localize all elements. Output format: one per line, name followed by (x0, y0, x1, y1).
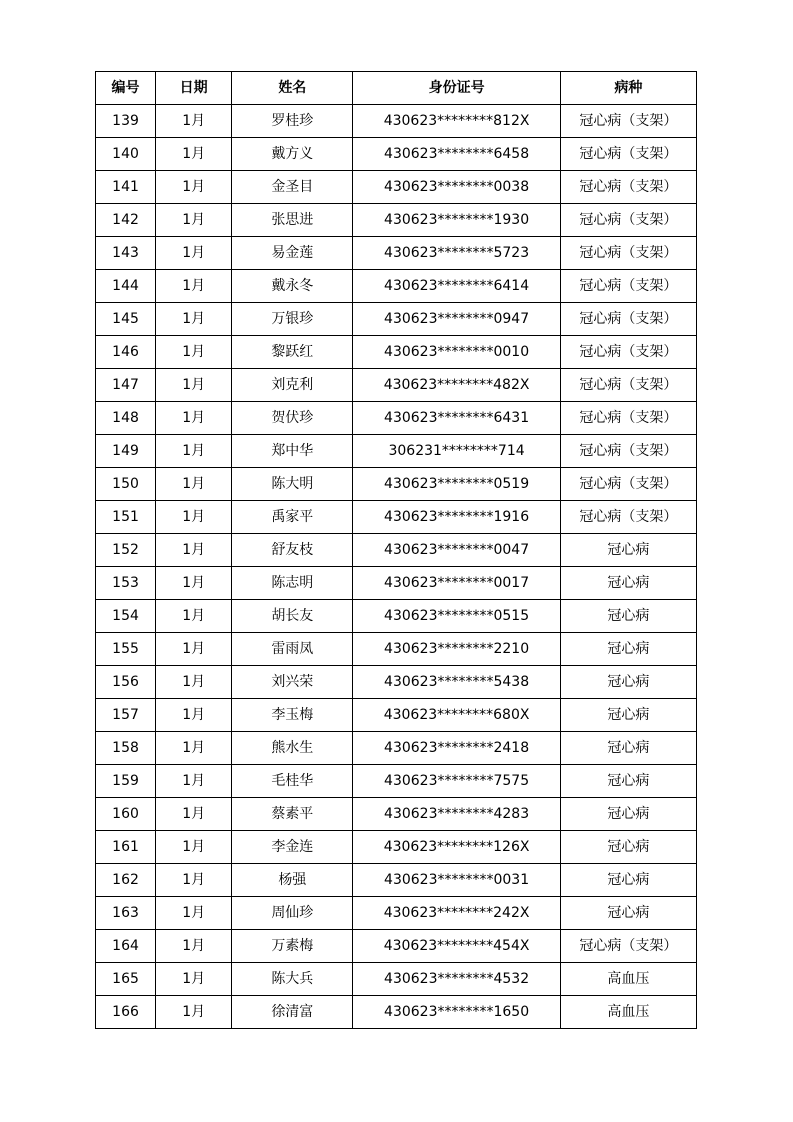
cell-number: 153 (96, 567, 156, 600)
header-disease: 病种 (560, 72, 696, 105)
cell-number: 147 (96, 369, 156, 402)
table-row (96, 468, 697, 501)
cell-date: 1月 (156, 402, 232, 435)
cell-id-number: 430623********2210 (353, 633, 560, 666)
cell-date: 1月 (156, 435, 232, 468)
cell-number: 161 (96, 831, 156, 864)
cell-id-number: 430623********0047 (353, 534, 560, 567)
table-row (96, 633, 697, 666)
table-row (96, 765, 697, 798)
table-row (96, 567, 697, 600)
cell-number: 152 (96, 534, 156, 567)
cell-id-number: 306231********714 (353, 435, 560, 468)
cell-name: 易金莲 (232, 237, 353, 270)
cell-name: 禹家平 (232, 501, 353, 534)
cell-disease: 高血压 (560, 996, 696, 1029)
cell-name: 舒友枝 (232, 534, 353, 567)
cell-name: 徐清富 (232, 996, 353, 1029)
cell-disease: 冠心病（支架） (560, 105, 696, 138)
cell-number: 146 (96, 336, 156, 369)
cell-id-number: 430623********812X (353, 105, 560, 138)
cell-number: 140 (96, 138, 156, 171)
cell-date: 1月 (156, 105, 232, 138)
patient-records-table (95, 71, 697, 1029)
header-name: 姓名 (232, 72, 353, 105)
cell-date: 1月 (156, 501, 232, 534)
cell-disease: 冠心病（支架） (560, 270, 696, 303)
table-row (96, 270, 697, 303)
table-row (96, 138, 697, 171)
cell-number: 149 (96, 435, 156, 468)
cell-disease: 冠心病（支架） (560, 369, 696, 402)
cell-number: 163 (96, 897, 156, 930)
cell-date: 1月 (156, 765, 232, 798)
header-row (96, 72, 697, 105)
cell-date: 1月 (156, 534, 232, 567)
cell-date: 1月 (156, 237, 232, 270)
cell-disease: 冠心病（支架） (560, 336, 696, 369)
table-row (96, 996, 697, 1029)
cell-name: 刘兴荣 (232, 666, 353, 699)
cell-name: 李玉梅 (232, 699, 353, 732)
cell-date: 1月 (156, 336, 232, 369)
cell-number: 165 (96, 963, 156, 996)
header-date: 日期 (156, 72, 232, 105)
cell-disease: 冠心病 (560, 600, 696, 633)
cell-date: 1月 (156, 270, 232, 303)
cell-date: 1月 (156, 204, 232, 237)
cell-number: 157 (96, 699, 156, 732)
cell-date: 1月 (156, 369, 232, 402)
cell-date: 1月 (156, 171, 232, 204)
cell-disease: 冠心病 (560, 633, 696, 666)
cell-name: 胡长友 (232, 600, 353, 633)
table-row (96, 501, 697, 534)
cell-disease: 冠心病（支架） (560, 402, 696, 435)
cell-disease: 冠心病 (560, 864, 696, 897)
table-row (96, 864, 697, 897)
cell-id-number: 430623********482X (353, 369, 560, 402)
cell-disease: 冠心病 (560, 765, 696, 798)
cell-number: 164 (96, 930, 156, 963)
cell-id-number: 430623********5438 (353, 666, 560, 699)
cell-name: 陈志明 (232, 567, 353, 600)
table-row (96, 105, 697, 138)
cell-number: 139 (96, 105, 156, 138)
cell-disease: 冠心病 (560, 699, 696, 732)
table-row (96, 171, 697, 204)
table-row (96, 336, 697, 369)
cell-disease: 冠心病（支架） (560, 303, 696, 336)
cell-name: 金圣目 (232, 171, 353, 204)
table-row (96, 237, 697, 270)
table-row (96, 402, 697, 435)
cell-id-number: 430623********5723 (353, 237, 560, 270)
cell-disease: 高血压 (560, 963, 696, 996)
table-row (96, 699, 697, 732)
cell-id-number: 430623********1916 (353, 501, 560, 534)
cell-disease: 冠心病（支架） (560, 468, 696, 501)
table-row (96, 303, 697, 336)
cell-name: 雷雨凤 (232, 633, 353, 666)
cell-number: 160 (96, 798, 156, 831)
cell-name: 戴永冬 (232, 270, 353, 303)
cell-name: 万银珍 (232, 303, 353, 336)
cell-name: 贺伏珍 (232, 402, 353, 435)
table-row (96, 534, 697, 567)
cell-id-number: 430623********7575 (353, 765, 560, 798)
cell-date: 1月 (156, 699, 232, 732)
cell-number: 150 (96, 468, 156, 501)
table-body (96, 105, 697, 1029)
table-row (96, 600, 697, 633)
cell-disease: 冠心病 (560, 831, 696, 864)
cell-name: 蔡素平 (232, 798, 353, 831)
cell-disease: 冠心病（支架） (560, 237, 696, 270)
cell-id-number: 430623********1650 (353, 996, 560, 1029)
cell-id-number: 430623********0038 (353, 171, 560, 204)
cell-name: 戴方义 (232, 138, 353, 171)
cell-name: 陈大明 (232, 468, 353, 501)
cell-disease: 冠心病（支架） (560, 171, 696, 204)
cell-number: 143 (96, 237, 156, 270)
cell-id-number: 430623********126X (353, 831, 560, 864)
cell-id-number: 430623********0031 (353, 864, 560, 897)
table-row (96, 732, 697, 765)
cell-name: 周仙珍 (232, 897, 353, 930)
table-row (96, 666, 697, 699)
cell-name: 郑中华 (232, 435, 353, 468)
cell-date: 1月 (156, 666, 232, 699)
table-row (96, 369, 697, 402)
cell-id-number: 430623********0010 (353, 336, 560, 369)
cell-name: 罗桂珍 (232, 105, 353, 138)
table-row (96, 930, 697, 963)
cell-id-number: 430623********680X (353, 699, 560, 732)
cell-id-number: 430623********0947 (353, 303, 560, 336)
cell-number: 142 (96, 204, 156, 237)
cell-id-number: 430623********1930 (353, 204, 560, 237)
cell-date: 1月 (156, 138, 232, 171)
cell-disease: 冠心病 (560, 666, 696, 699)
cell-number: 158 (96, 732, 156, 765)
cell-disease: 冠心病（支架） (560, 204, 696, 237)
cell-id-number: 430623********0519 (353, 468, 560, 501)
cell-number: 156 (96, 666, 156, 699)
cell-number: 145 (96, 303, 156, 336)
table-header (96, 72, 697, 105)
cell-disease: 冠心病（支架） (560, 138, 696, 171)
cell-number: 162 (96, 864, 156, 897)
cell-name: 熊水生 (232, 732, 353, 765)
cell-number: 141 (96, 171, 156, 204)
cell-name: 陈大兵 (232, 963, 353, 996)
table-row (96, 963, 697, 996)
table-row (96, 798, 697, 831)
cell-disease: 冠心病 (560, 732, 696, 765)
cell-disease: 冠心病 (560, 798, 696, 831)
cell-name: 李金连 (232, 831, 353, 864)
cell-number: 144 (96, 270, 156, 303)
cell-date: 1月 (156, 996, 232, 1029)
cell-name: 毛桂华 (232, 765, 353, 798)
table-row (96, 831, 697, 864)
cell-id-number: 430623********0515 (353, 600, 560, 633)
cell-number: 151 (96, 501, 156, 534)
cell-id-number: 430623********4532 (353, 963, 560, 996)
cell-number: 154 (96, 600, 156, 633)
cell-date: 1月 (156, 633, 232, 666)
cell-name: 万素梅 (232, 930, 353, 963)
cell-number: 155 (96, 633, 156, 666)
cell-id-number: 430623********2418 (353, 732, 560, 765)
cell-date: 1月 (156, 732, 232, 765)
header-id-number: 身份证号 (353, 72, 560, 105)
cell-id-number: 430623********454X (353, 930, 560, 963)
cell-id-number: 430623********6458 (353, 138, 560, 171)
cell-disease: 冠心病（支架） (560, 501, 696, 534)
cell-number: 166 (96, 996, 156, 1029)
header-number: 编号 (96, 72, 156, 105)
cell-id-number: 430623********6414 (353, 270, 560, 303)
cell-number: 159 (96, 765, 156, 798)
table-row (96, 435, 697, 468)
cell-name: 杨强 (232, 864, 353, 897)
cell-date: 1月 (156, 930, 232, 963)
cell-number: 148 (96, 402, 156, 435)
cell-disease: 冠心病 (560, 567, 696, 600)
cell-date: 1月 (156, 798, 232, 831)
cell-disease: 冠心病（支架） (560, 930, 696, 963)
table-row (96, 204, 697, 237)
cell-id-number: 430623********6431 (353, 402, 560, 435)
cell-id-number: 430623********4283 (353, 798, 560, 831)
cell-date: 1月 (156, 468, 232, 501)
cell-date: 1月 (156, 864, 232, 897)
cell-disease: 冠心病 (560, 897, 696, 930)
cell-name: 黎跃红 (232, 336, 353, 369)
cell-date: 1月 (156, 963, 232, 996)
cell-name: 张思进 (232, 204, 353, 237)
cell-date: 1月 (156, 303, 232, 336)
cell-date: 1月 (156, 600, 232, 633)
cell-date: 1月 (156, 831, 232, 864)
cell-id-number: 430623********242X (353, 897, 560, 930)
cell-date: 1月 (156, 567, 232, 600)
cell-name: 刘克利 (232, 369, 353, 402)
table-row (96, 897, 697, 930)
cell-disease: 冠心病 (560, 534, 696, 567)
cell-date: 1月 (156, 897, 232, 930)
cell-id-number: 430623********0017 (353, 567, 560, 600)
cell-disease: 冠心病（支架） (560, 435, 696, 468)
